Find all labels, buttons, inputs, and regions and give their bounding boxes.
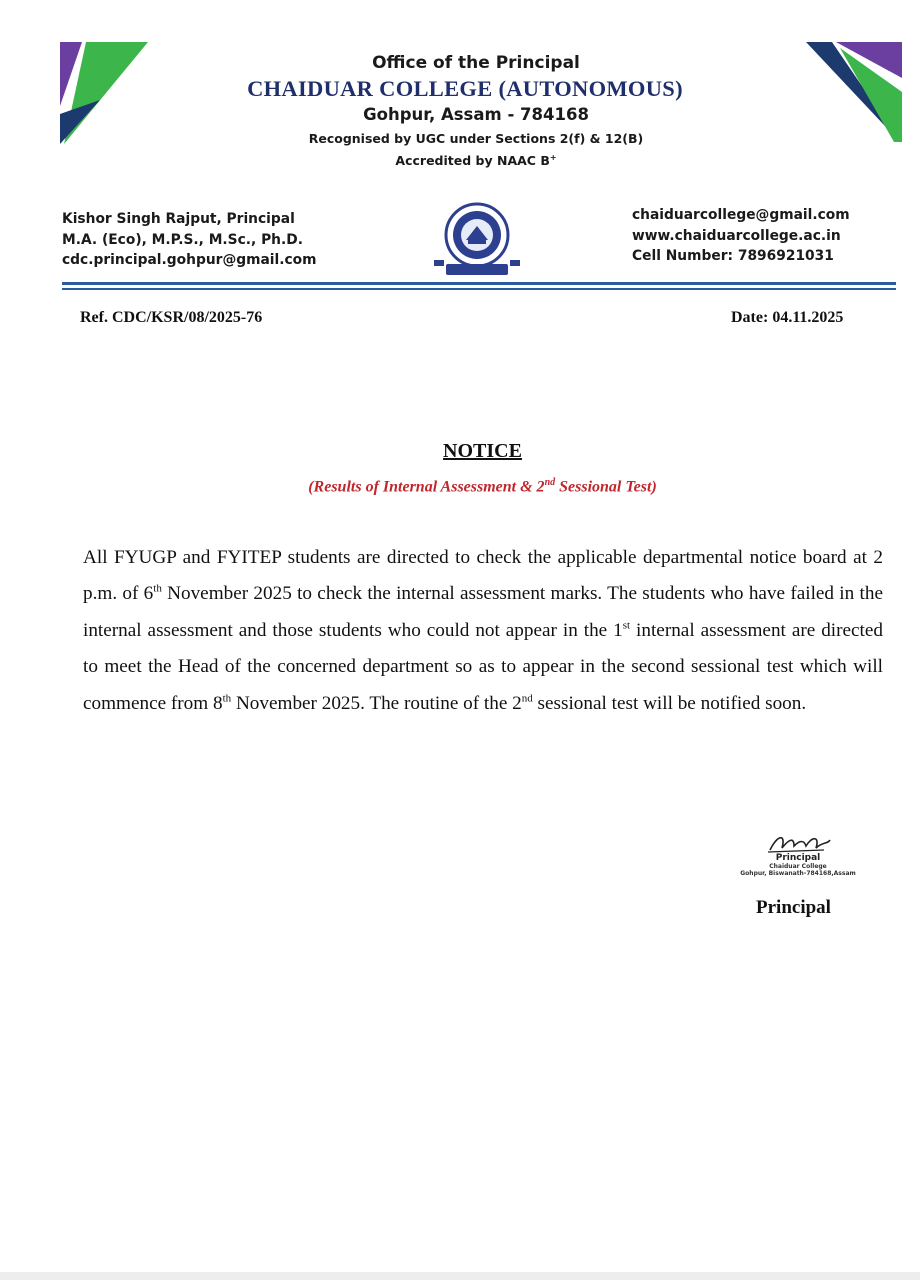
college-address: Gohpur, Assam - 784168 <box>363 105 589 124</box>
stamp-college: Chaiduar College <box>769 863 827 870</box>
notice-date: Date: 04.11.2025 <box>731 309 844 326</box>
college-email: chaiduarcollege@gmail.com <box>632 207 850 223</box>
signatory-label: Principal <box>756 897 831 918</box>
college-name: CHAIDUAR COLLEGE (AUTONOMOUS) <box>247 76 683 101</box>
college-contact <box>632 205 850 267</box>
header-rule-top <box>62 282 896 285</box>
letterhead-header <box>0 52 920 170</box>
principal-email: cdc.principal.gohpur@gmail.com <box>62 252 317 268</box>
ugc-recognition: Recognised by UGC under Sections 2(f) & 12(B) <box>308 131 644 146</box>
notice-body <box>83 540 883 722</box>
handwritten-signature-icon <box>764 832 834 854</box>
reference-number: Ref. CDC/KSR/08/2025-76 <box>80 309 263 326</box>
naac-accreditation: Accredited by NAAC B+ <box>395 153 557 169</box>
principal-name: Kishor Singh Rajput, Principal <box>62 211 295 227</box>
college-seal-icon <box>432 202 522 278</box>
notice-subtitle: (Results of Internal Assessment & 2nd Sessional Test) <box>308 477 657 496</box>
office-title: Office of the Principal <box>372 53 580 73</box>
header-rule-bottom <box>62 288 896 290</box>
principal-signature-stamp <box>734 832 862 877</box>
notice-title: NOTICE <box>443 440 522 462</box>
bottom-strip <box>0 1272 920 1280</box>
college-website: www.chaiduarcollege.ac.in <box>632 227 841 244</box>
stamp-title: Principal <box>775 853 821 863</box>
stamp-address: Gohpur, Biswanath-784168,Assam <box>740 870 856 877</box>
notice-paragraph: All FYUGP and FYITEP students are directed to check the applicable departmental notice board at 2 p.m. of 6th November 2025 to check the internal assessment marks. The students who have failed in the internal assessment and those students who could not appear in the 1st internal assessment are directed to meet the Head of the concerned department so as to appear in the second sessional test which will commence from 8th November 2025. The routine of the 2nd sessional test will be notified soon. <box>83 547 883 714</box>
college-cell: Cell Number: 7896921031 <box>632 248 834 264</box>
principal-contact <box>62 209 317 271</box>
principal-degrees: M.A. (Eco), M.P.S., M.Sc., Ph.D. <box>62 231 303 248</box>
